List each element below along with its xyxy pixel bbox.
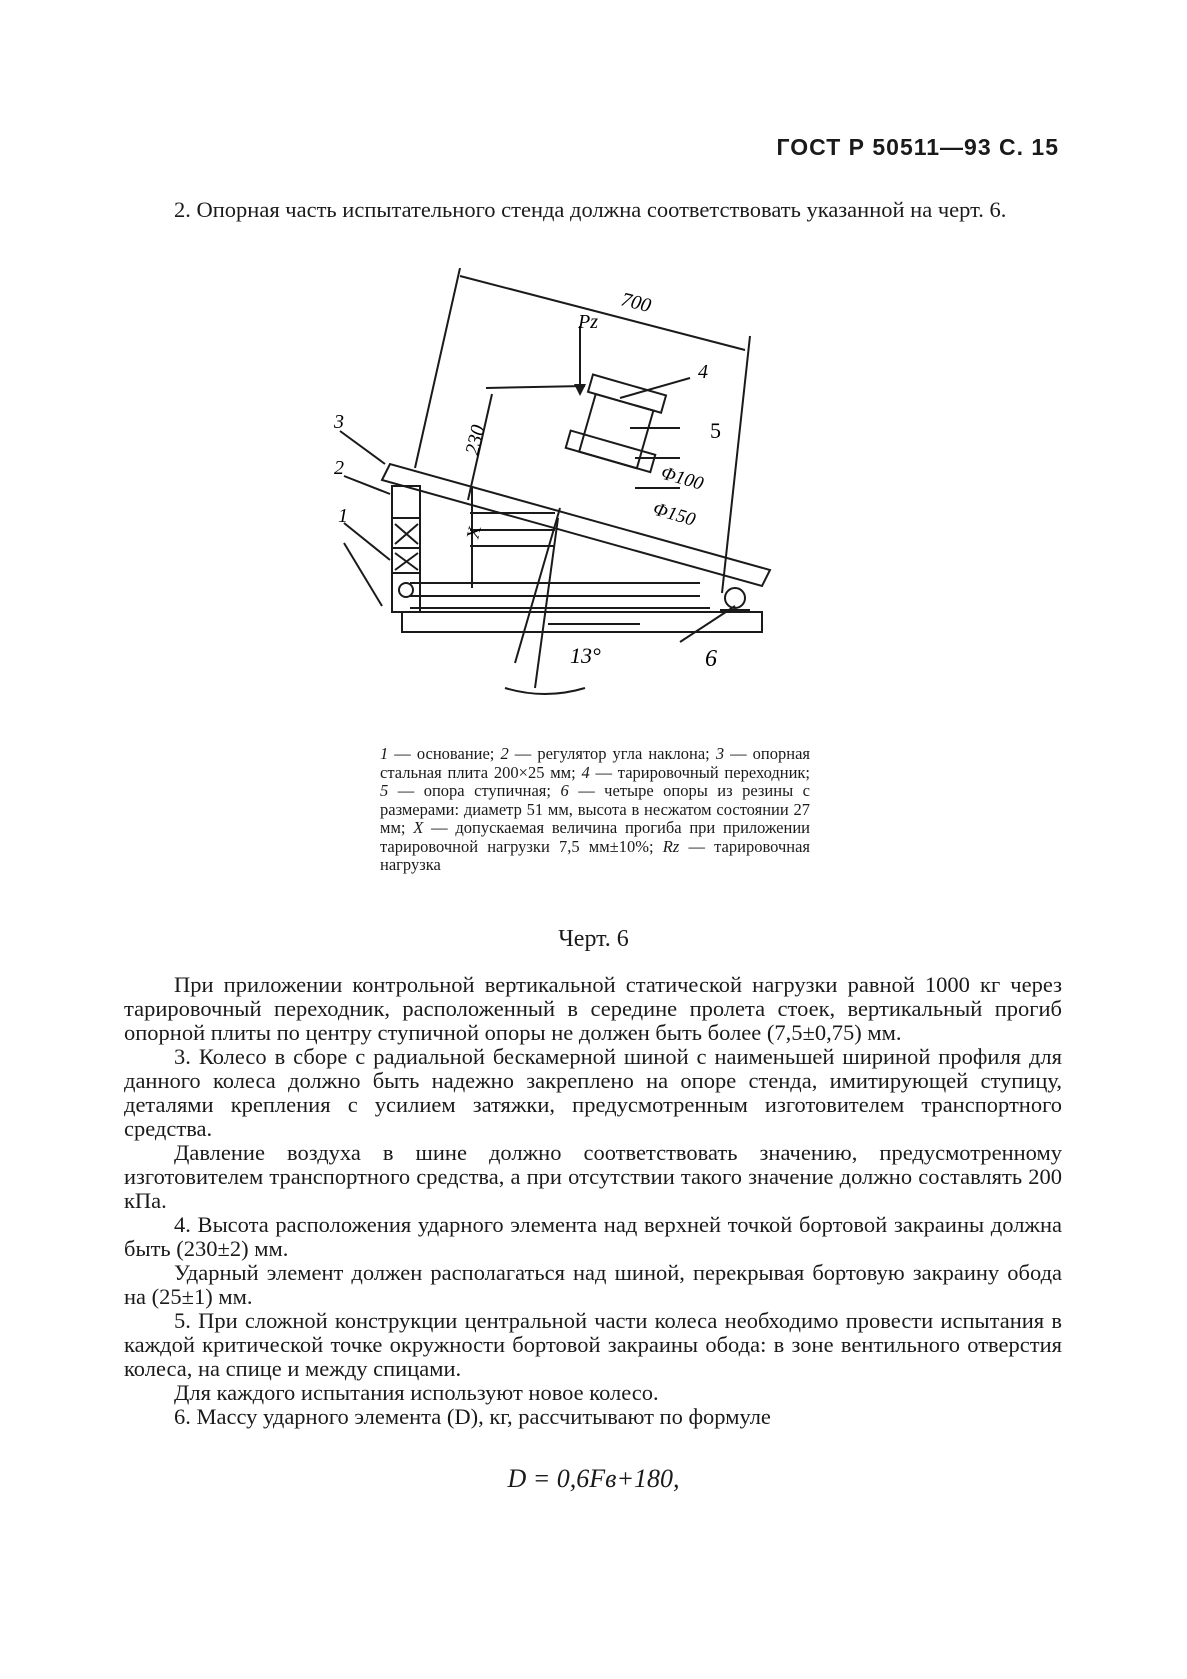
paragraph-6: 5. При сложной конструкции центральной части колеса необходимо провести испытания в каждой критической точке окружности бортовой закраины обода: в зоне вентильного отверстия колеса, на спице и между спицами.: [124, 1308, 1062, 1381]
dim-700: 700: [618, 288, 654, 318]
caption-num-2: 2: [500, 744, 509, 763]
caption-num-4: 4: [581, 762, 590, 782]
label-6: 6: [705, 646, 717, 672]
caption-text-3: — опорная стальная плита 200×25 мм;: [380, 744, 811, 782]
body-text: [124, 973, 1062, 1429]
label-4: 4: [698, 361, 708, 383]
label-3: 3: [334, 411, 344, 433]
figure-caption: [380, 745, 810, 875]
figure-title: Черт. 6: [558, 926, 629, 952]
label-2: 2: [334, 457, 344, 479]
page-header: ГОСТ Р 50511—93 С. 15: [776, 134, 1059, 160]
load-pz: Pz: [578, 311, 598, 333]
calibration-adapter: [588, 375, 666, 413]
paragraph-7: Для каждого испытания используют новое колесо.: [174, 1380, 659, 1405]
dim-230: 230: [461, 422, 490, 458]
label-x: X: [462, 523, 485, 541]
label-1: 1: [338, 505, 348, 527]
caption-text-8: — тарировочная нагрузка: [380, 836, 810, 874]
caption-text-2: — регулятор угла наклона;: [508, 744, 716, 763]
caption-num-6: 6: [560, 781, 569, 800]
paragraph-3: Давление воздуха в шине должно соответствовать значению, предусмотренному изготовителем транспортного средства, а при отсутствии такого значение должно составлять 200 кПа.: [124, 1140, 1062, 1213]
paragraph-4: 4. Высота расположения ударного элемента над верхней точкой бортовой закраины должна быть (230±2) мм.: [124, 1212, 1062, 1261]
caption-text-7: — допускаемая величина прогиба при приложении тарировочной нагрузки 7,5 мм±10%;: [380, 818, 810, 856]
phi-150: Φ150: [650, 498, 698, 531]
label-5: 5: [710, 418, 721, 443]
caption-num-3: 3: [715, 744, 725, 763]
caption-num-1: 1: [380, 744, 389, 763]
paragraph-5: Ударный элемент должен располагаться над шиной, перекрывая бортовую закраину обода на (25±1) мм.: [124, 1260, 1062, 1309]
caption-text-6: — четыре опоры из резины с размерами: диаметр 51 мм, высота в несжатом состоянии 27 мм;: [380, 781, 810, 837]
phi-100: Φ100: [658, 462, 706, 495]
caption-text-5: — опора ступичная;: [388, 781, 561, 800]
angle-13: 13°: [570, 643, 601, 668]
paragraph-1: При приложении контрольной вертикальной статической нагрузки равной 1000 кг через тарировочный переходник, расположенный в середине пролета стоек, вертикальный прогиб опорной плиты по центру ступичной опоры не должен быть более (7,5±0,75) мм.: [124, 972, 1062, 1045]
figure-6-drawing: [330, 268, 810, 728]
caption-sym-rz: Rz: [662, 836, 680, 856]
caption-num-5: 5: [380, 781, 389, 800]
caption-sym-x: X: [413, 818, 424, 837]
mass-formula: D = 0,6Fв+180,: [507, 1464, 680, 1493]
paragraph-8: 6. Массу ударного элемента (D), кг, рассчитывают по формуле: [174, 1404, 771, 1429]
intro-paragraph: 2. Опорная часть испытательного стенда должна соответствовать указанной на черт. 6.: [174, 197, 1007, 222]
steel-plate: [382, 464, 770, 586]
caption-text-1: — основание;: [388, 744, 501, 763]
caption-text-4: — тарировочный переходник;: [589, 762, 810, 782]
base-plate: [402, 612, 762, 632]
paragraph-2: 3. Колесо в сборе с радиальной бескамерной шиной с наименьшей шириной профиля для данного колеса должно быть надежно закреплено на опоре стенда, имитирующей ступицу, деталями крепления с усилием затяжки, предусмотренным изготовителем транспортного средства.: [124, 1044, 1062, 1141]
